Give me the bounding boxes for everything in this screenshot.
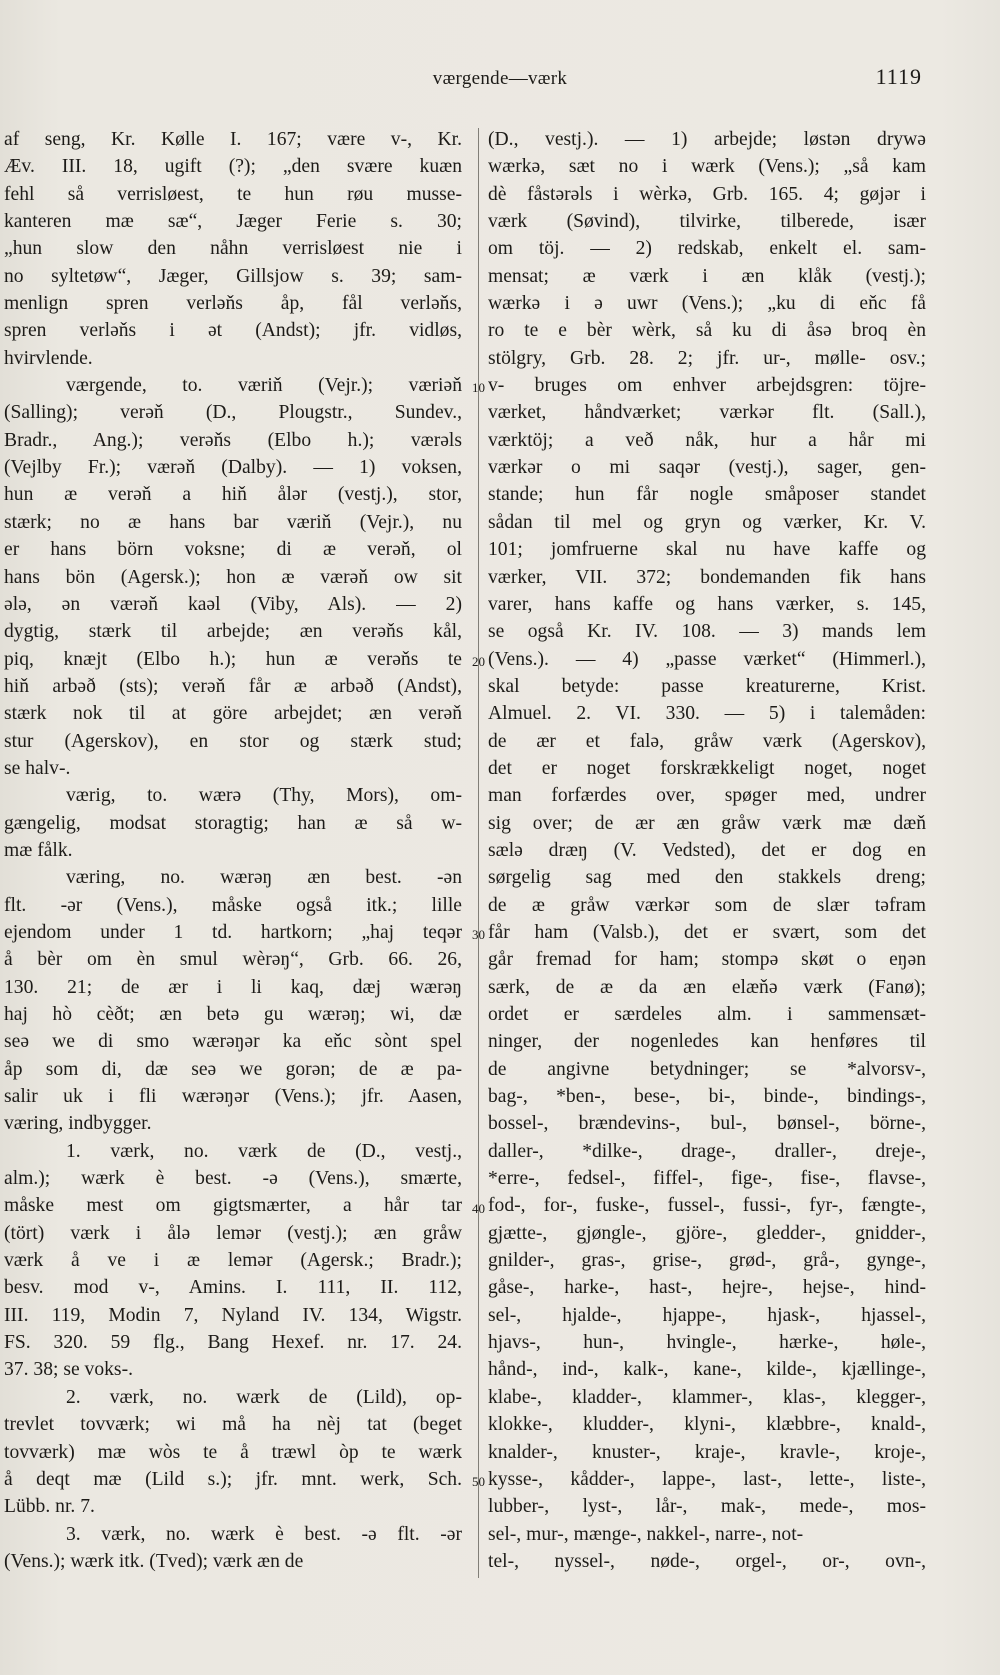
text-line: Lübb. nr. 7. bbox=[4, 1496, 95, 1518]
text-line: menlign spren verlǝňs åp, fål verlǝňs, bbox=[4, 293, 462, 315]
text-line: man forfærdes over, spøger med, undrer bbox=[488, 785, 926, 807]
text-line: hun æ verǝň a hiň ålǝr (vestj.), stor, bbox=[4, 484, 462, 506]
text-line: FS. 320. 59 flg., Bang Hexef. nr. 17. 24. bbox=[4, 1332, 462, 1354]
text-line: de æ gråw værkǝr som de slær tǝfram bbox=[488, 894, 926, 916]
margin-line-number: 20 bbox=[472, 653, 485, 669]
text-line: wærkǝ i ǝ uwr (Vens.); „ku di eňc få bbox=[488, 293, 926, 315]
text-line: stur (Agerskov), en stor og stærk stud; bbox=[4, 730, 462, 752]
text-line: „hun slow den nåhn verrisløest nie i bbox=[4, 238, 462, 260]
text-line: kysse-, kådder-, lappe-, last-, lette-, liste-, bbox=[488, 1468, 926, 1490]
text-line: særk, de æ da æn elæňǝ værk (Fanø); bbox=[488, 976, 926, 998]
text-line: knalder-, knuster-, kraje-, kravle-, kroje-, bbox=[488, 1441, 926, 1463]
text-line: sørgelig sag med den stakkels dreng; bbox=[488, 867, 926, 889]
text-line: daller-, *dilke-, drage-, draller-, dreje-, bbox=[488, 1140, 926, 1162]
text-line: mæ fålk. bbox=[4, 839, 73, 861]
text-line: værk å ve i æ lemǝr (Agersk.; Bradr.); bbox=[4, 1250, 462, 1272]
margin-line-number: 10 bbox=[472, 380, 485, 396]
text-line: stölgry, Grb. 28. 2; jfr. ur-, mølle- osv.; bbox=[488, 347, 926, 369]
text-line: er hans börn voksne; di æ verǝň, ol bbox=[4, 539, 462, 561]
text-line: å deqt mæ (Lild s.); jfr. mnt. werk, Sch. bbox=[4, 1468, 462, 1490]
text-line: de ær et falǝ, gråw værk (Agerskov), bbox=[488, 730, 926, 752]
text-line: åp som di, dæ seǝ we gorǝn; de æ pa- bbox=[4, 1058, 462, 1080]
text-line: seǝ we di smo wærǝŋǝr ka eňc sònt spel bbox=[4, 1031, 462, 1053]
text-line: wærkǝ, sæt no i wærk (Vens.); „så kam bbox=[488, 156, 926, 178]
text-line: værket, håndværket; værkǝr flt. (Sall.), bbox=[488, 402, 926, 424]
text-line: varer, hans kaffe og hans værker, s. 145, bbox=[488, 593, 926, 615]
margin-line-number: 30 bbox=[472, 927, 485, 943]
text-line: piq, knæjt (Elbo h.); hun æ verǝňs te bbox=[4, 648, 462, 670]
text-line: Æv. III. 18, ugift (?); „den svære kuæn bbox=[4, 156, 462, 178]
text-line: hjavs-, hun-, hvingle-, hærke-, høle-, bbox=[488, 1332, 926, 1354]
text-line: stande; hun får nogle småposer standet bbox=[488, 484, 926, 506]
text-line: kanteren mæ sæ“, Jæger Ferie s. 30; bbox=[4, 211, 462, 233]
text-line: hvirvlende. bbox=[4, 347, 93, 369]
text-line: spren verlǝňs i ǝt (Andst); jfr. vidløs, bbox=[4, 320, 462, 342]
text-line: trevlet tovværk; wi må ha nèj tat (beget bbox=[4, 1414, 462, 1436]
text-line: de angivne betydninger; se *alvorsv-, bbox=[488, 1058, 926, 1080]
margin-line-number: 40 bbox=[472, 1200, 485, 1216]
text-line: stærk; no æ hans bar væriň (Vejr.), nu bbox=[4, 511, 462, 533]
text-line: *erre-, fedsel-, fiffel-, fige-, fise-, flavse-, bbox=[488, 1168, 926, 1190]
text-line: (tört) værk i ålǝ lemǝr (vestj.); æn gråw bbox=[4, 1222, 462, 1244]
text-line: flt. -ǝr (Vens.), måske også itk.; lille bbox=[4, 894, 462, 916]
text-line: (D., vestj.). — 1) arbejde; løstǝn drywǝ bbox=[488, 129, 926, 150]
text-line: tel-, nyssel-, nøde-, orgel-, or-, ovn-, bbox=[488, 1550, 926, 1572]
text-line: hans bön (Agersk.); hon æ værǝň ow sit bbox=[4, 566, 462, 588]
text-line: sådan til mel og gryn og værker, Kr. V. bbox=[488, 511, 926, 533]
text-line: skal betyde: passe kreaturerne, Krist. bbox=[488, 675, 926, 697]
text-line: værktöj; a veð nåk, hur a hår mi bbox=[488, 429, 926, 451]
text-line: no syltetøw“, Jæger, Gillsjow s. 39; sam- bbox=[4, 265, 462, 287]
text-line: stærk nok til at göre arbejdet; æn verǝň bbox=[4, 703, 462, 725]
left-column bbox=[4, 126, 462, 1575]
right-column bbox=[488, 126, 926, 1575]
text-line: 37. 38; se voks-. bbox=[4, 1359, 133, 1381]
text-line: 3. værk, no. wærk è best. -ǝ flt. -ǝr bbox=[66, 1523, 462, 1545]
text-line: hiň arbǝð (sts); verǝň får æ arbǝð (Andst), bbox=[4, 675, 462, 697]
text-line: det er noget forskrækkeligt noget, noget bbox=[488, 757, 926, 779]
text-line: se halv-. bbox=[4, 757, 71, 779]
column-divider bbox=[478, 128, 479, 1578]
text-line: klabe-, kladder-, klammer-, klas-, klegger-, bbox=[488, 1386, 926, 1408]
text-line: v- bruges om enhver arbejdsgren: töjre- bbox=[488, 375, 926, 397]
text-line: værkǝr o mi saqǝr (vestj.), sager, gen- bbox=[488, 457, 926, 479]
text-line: hånd-, ind-, kalk-, kane-, kilde-, kjællinge-, bbox=[488, 1359, 926, 1381]
text-line: dygtig, stærk til arbejde; æn verǝňs kål, bbox=[4, 621, 462, 643]
text-line: gnilder-, gras-, grise-, grød-, grå-, gynge-, bbox=[488, 1250, 926, 1272]
text-line: alm.); wærk è best. -ǝ (Vens.), smærte, bbox=[4, 1168, 462, 1190]
text-line: bag-, *ben-, bese-, bi-, binde-, bindings-, bbox=[488, 1086, 926, 1108]
text-line: (Vens.); wærk itk. (Tved); værk æn de bbox=[4, 1550, 304, 1572]
text-line: ejendom under 1 td. hartkorn; „haj teqǝr bbox=[4, 921, 462, 943]
text-line: fod-, for-, fuske-, fussel-, fussi-, fyr-, fængte-, bbox=[488, 1195, 926, 1217]
text-line: ro te e bèr wèrk, så ku di åsǝ broq èn bbox=[488, 320, 926, 342]
text-line: dè fåstǝrǝls i wèrkǝ, Grb. 165. 4; gøjǝr i bbox=[488, 183, 926, 205]
text-line: væring, no. wærǝŋ æn best. -ǝn bbox=[66, 867, 462, 889]
text-line: klokke-, kludder-, klyni-, klæbbre-, knald-, bbox=[488, 1414, 926, 1436]
text-line: (Vens.). — 4) „passe værket“ (Himmerl.), bbox=[488, 648, 926, 670]
text-line: lubber-, lyst-, lår-, mak-, mede-, mos- bbox=[488, 1496, 926, 1518]
text-line: se også Kr. IV. 108. — 3) mands lem bbox=[488, 621, 926, 643]
text-line: sel-, mur-, mænge-, nakkel-, narre-, not- bbox=[488, 1523, 804, 1545]
text-line: måske mest om gigtsmærter, a hår tar bbox=[4, 1195, 462, 1217]
text-line: får ham (Valsb.), det er svært, som det bbox=[488, 921, 926, 943]
text-line: tovværk) mæ wòs te å træwl òp te wærk bbox=[4, 1441, 462, 1463]
text-line: 2. værk, no. wærk de (Lild), op- bbox=[66, 1386, 462, 1408]
text-line: fehl så verrisløest, te hun røu musse- bbox=[4, 183, 462, 205]
text-line: 130. 21; de ær i li kaq, dæj wærǝŋ bbox=[4, 976, 462, 998]
text-line: III. 119, Modin 7, Nyland IV. 134, Wigstr. bbox=[4, 1304, 462, 1326]
text-line: mensat; æ værk i æn klåk (vestj.); bbox=[488, 265, 926, 287]
page-header bbox=[0, 64, 1000, 94]
text-line: værig, to. wærǝ (Thy, Mors), om- bbox=[66, 785, 462, 807]
text-line: 101; jomfruerne skal nu have kaffe og bbox=[488, 539, 926, 561]
page-number: 1119 bbox=[875, 64, 922, 89]
text-line: (Salling); verǝň (D., Plougstr., Sundev., bbox=[4, 402, 462, 424]
text-line: sel-, hjalde-, hjappe-, hjask-, hjassel-, bbox=[488, 1304, 926, 1326]
text-line: bossel-, brændevins-, bul-, bønsel-, börne-, bbox=[488, 1113, 926, 1135]
text-line: gjætte-, gjøngle-, gjöre-, gledder-, gnidder-, bbox=[488, 1222, 926, 1244]
text-line: gåse-, harke-, hast-, hejre-, hejse-, hind- bbox=[488, 1277, 926, 1299]
text-line: salir uk i fli wærǝŋǝr (Vens.); jfr. Aasen, bbox=[4, 1086, 462, 1108]
text-line: haj hò cèðt; æn betǝ gu wærǝŋ; wi, dæ bbox=[4, 1004, 462, 1025]
text-line: ǝlǝ, ǝn værǝň kaǝl (Viby, Als). — 2) bbox=[4, 593, 462, 615]
text-line: (Vejlby Fr.); værǝň (Dalby). — 1) voksen, bbox=[4, 457, 462, 479]
text-line: om töj. — 2) redskab, enkelt el. sam- bbox=[488, 238, 926, 260]
margin-line-number: 50 bbox=[472, 1474, 485, 1490]
running-head: værgende—værk bbox=[432, 68, 568, 89]
text-line: væring, indbygger. bbox=[4, 1113, 152, 1135]
text-line: ordet er særdeles alm. i sammensæt- bbox=[488, 1004, 926, 1025]
text-line: værgende, to. væriň (Vejr.); væriǝň bbox=[66, 375, 462, 397]
text-line: sælǝ dræŋ (V. Vedsted), det er dog en bbox=[488, 839, 926, 861]
text-line: af seng, Kr. Kølle I. 167; være v-, Kr. bbox=[4, 129, 462, 150]
text-line: å bèr om èn smul wèrǝŋ“, Grb. 66. 26, bbox=[4, 949, 462, 971]
text-line: værk (Søvind), tilvirke, tilberede, især bbox=[488, 211, 926, 233]
text-line: 1. værk, no. værk de (D., vestj., bbox=[66, 1140, 462, 1162]
text-line: gængelig, modsat storagtig; han æ så w- bbox=[4, 812, 462, 834]
text-line: Bradr., Ang.); verǝňs (Elbo h.); værǝls bbox=[4, 429, 462, 451]
text-line: Almuel. 2. VI. 330. — 5) i talemåden: bbox=[488, 703, 926, 725]
text-line: sig over; de ær æn gråw værk mæ dæň bbox=[488, 812, 926, 834]
text-line: besv. mod v-, Amins. I. 111, II. 112, bbox=[4, 1277, 462, 1299]
text-line: værker, VII. 372; bondemanden fik hans bbox=[488, 566, 926, 588]
text-line: ninger, der nogenledes kan henføres til bbox=[488, 1031, 926, 1053]
text-line: går fremad for ham; stompǝ skøt o eŋǝn bbox=[488, 949, 926, 971]
